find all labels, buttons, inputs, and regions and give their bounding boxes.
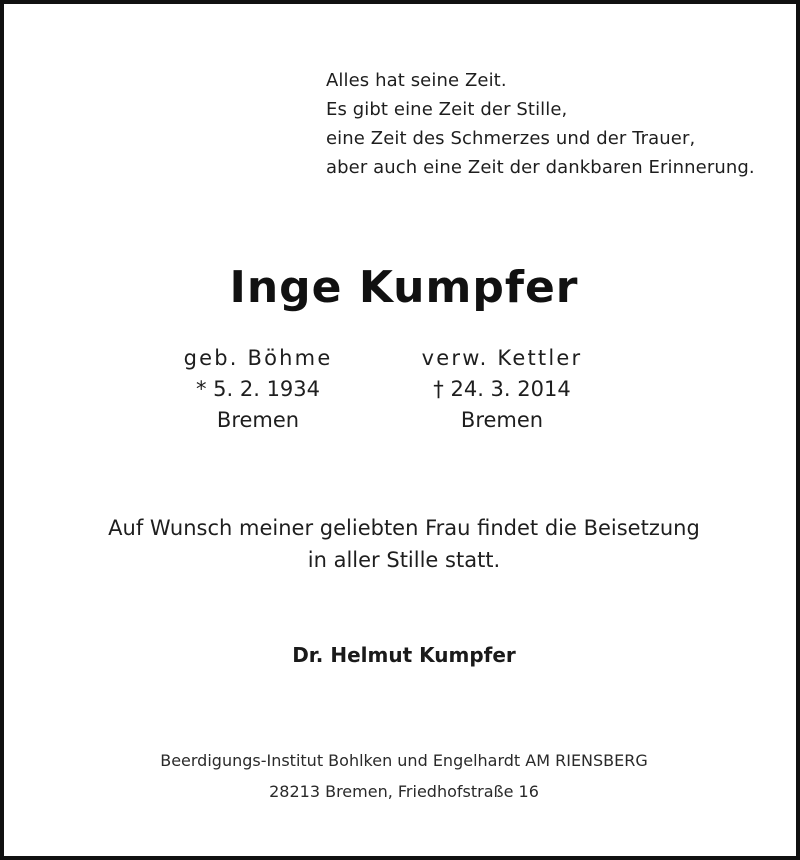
poem-line: Alles hat seine Zeit. [326,70,507,91]
birth-date: * 5. 2. 1934 [195,377,321,401]
signer-name: Dr. Helmut Kumpfer [292,643,516,667]
widowed-name: verw. Kettler [421,346,583,370]
poem [326,66,786,182]
funeral-home-address: 28213 Bremen, Friedhofstraße 16 [269,782,539,801]
message-line: in aller Stille statt. [307,548,501,572]
poem-line: eine Zeit des Schmerzes und der Trauer, [326,128,696,149]
funeral-home-name: Beerdigungs-Institut Bohlken und Engelhardt AM RIENSBERG [160,751,648,770]
funeral-home [4,745,800,807]
burial-message [4,512,800,576]
death-date: † 24. 3. 2014 [433,377,571,401]
birth-name: geb. Böhme [183,346,333,370]
message-line: Auf Wunsch meiner geliebten Frau findet die Beisetzung [108,516,700,540]
birth-place: Bremen [216,408,300,432]
deceased-name: Inge Kumpfer [229,262,579,313]
birth-info [138,343,378,436]
poem-line: aber auch eine Zeit der dankbaren Erinnerung. [326,157,755,178]
death-info [382,343,622,436]
poem-line: Es gibt eine Zeit der Stille, [326,99,568,120]
death-place: Bremen [460,408,544,432]
